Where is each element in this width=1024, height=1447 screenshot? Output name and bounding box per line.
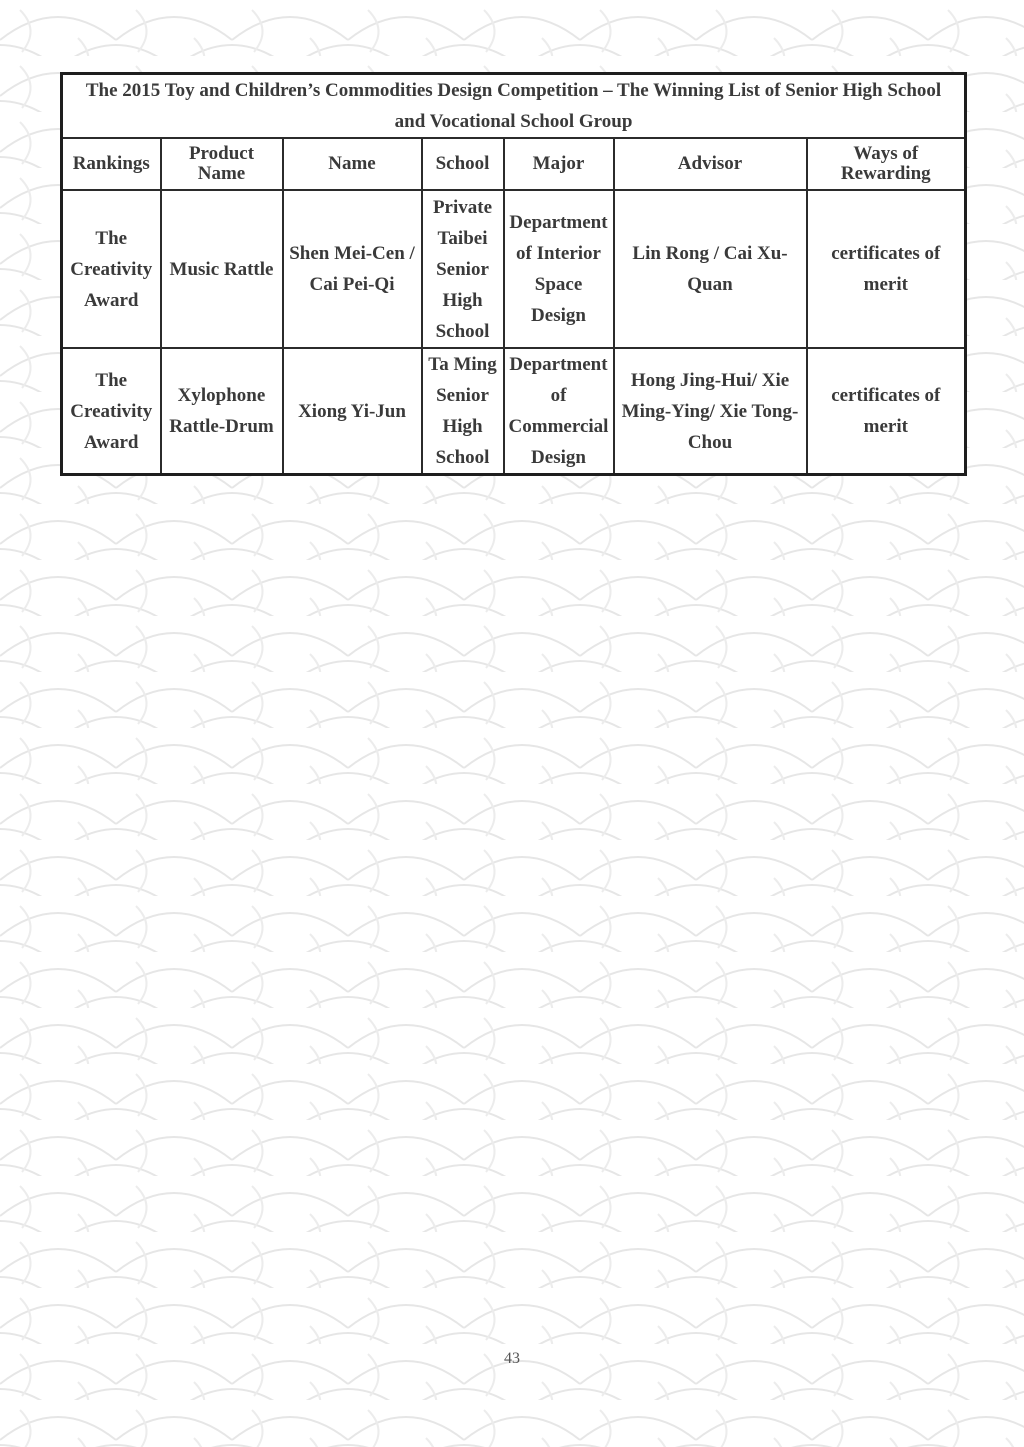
cell-name: Shen Mei-Cen / Cai Pei-Qi <box>283 190 422 348</box>
table-row <box>62 348 966 475</box>
header-major: Major <box>504 138 614 190</box>
cell-ranking: The Creativity Award <box>62 190 161 348</box>
table-caption-row <box>62 74 966 139</box>
header-ways-of-rewarding: Ways of Rewarding <box>807 138 966 190</box>
header-rankings: Rankings <box>62 138 161 190</box>
cell-advisor: Hong Jing-Hui/ Xie Ming-Ying/ Xie Tong-Chou <box>614 348 807 475</box>
header-school: School <box>422 138 504 190</box>
cell-product-name: Xylophone Rattle-Drum <box>161 348 283 475</box>
cell-school: Ta Ming Senior High School <box>422 348 504 475</box>
winning-list-table <box>60 72 967 476</box>
cell-reward: certificates of merit <box>807 190 966 348</box>
header-product-name: Product Name <box>161 138 283 190</box>
cell-major: Department of Commercial Design <box>504 348 614 475</box>
cell-name: Xiong Yi-Jun <box>283 348 422 475</box>
table-row <box>62 190 966 348</box>
cell-reward: certificates of merit <box>807 348 966 475</box>
cell-product-name: Music Rattle <box>161 190 283 348</box>
table-title: The 2015 Toy and Children’s Commodities Design Competition – The Winning List of Senior High School and Vocational School Group <box>62 74 966 139</box>
cell-major: Department of Interior Space Design <box>504 190 614 348</box>
cell-advisor: Lin Rong / Cai Xu-Quan <box>614 190 807 348</box>
table-header-row <box>62 138 966 190</box>
cell-school: Private Taibei Senior High School <box>422 190 504 348</box>
page-number: 43 <box>504 1350 520 1367</box>
header-name: Name <box>283 138 422 190</box>
header-advisor: Advisor <box>614 138 807 190</box>
cell-ranking: The Creativity Award <box>62 348 161 475</box>
